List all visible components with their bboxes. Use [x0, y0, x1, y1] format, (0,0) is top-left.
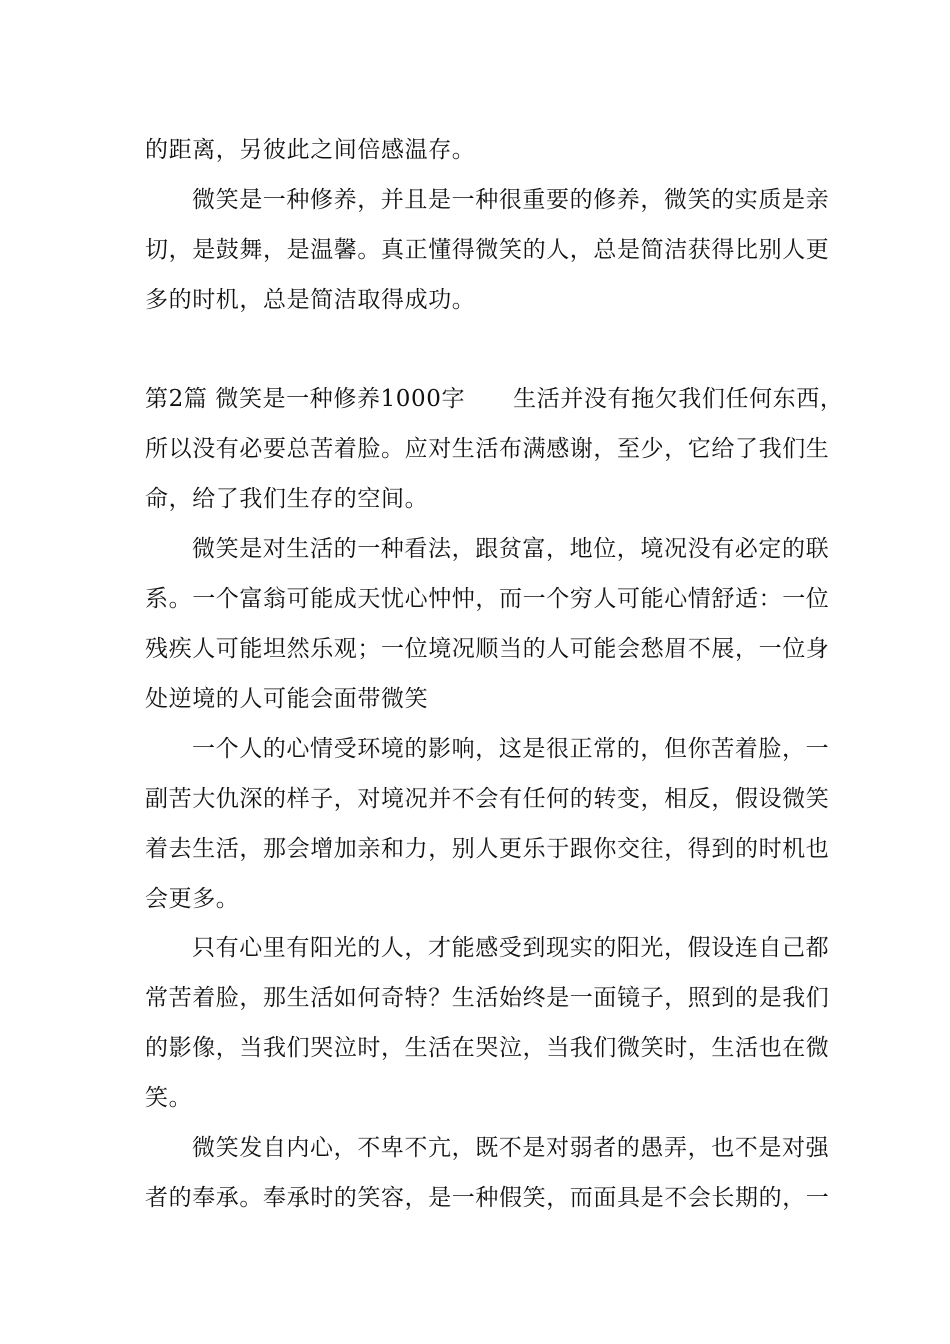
article-heading: 第2篇 微笑是一种修养1000字 — [145, 386, 466, 412]
paragraph-4-line-3: 残疾人可能坦然乐观；一位境况顺当的人可能会愁眉不展，一位身 — [145, 636, 830, 662]
paragraph-5-line-4: 会更多。 — [145, 886, 240, 912]
paragraph-3-line-2: 所以没有必要总苦着脸。应对生活布满感谢，至少，它给了我们生 — [145, 436, 830, 462]
paragraph-1-line-1: 的距离，另彼此之间倍感温存。 — [145, 137, 476, 163]
paragraph-3-line-1-rest: 生活并没有拖欠我们任何东西， — [513, 386, 844, 412]
paragraph-4-line-2: 系。一个富翁可能成天忧心忡忡，而一个穷人可能心情舒适：一位 — [145, 586, 830, 612]
paragraph-2-line-1: 微笑是一种修养，并且是一种很重要的修养，微笑的实质是亲 — [192, 187, 830, 213]
paragraph-4-line-1: 微笑是对生活的一种看法，跟贫富，地位，境况没有必定的联 — [192, 536, 830, 562]
paragraph-3-line-1 — [145, 384, 844, 414]
paragraph-6-line-4: 笑。 — [145, 1085, 193, 1111]
paragraph-6-line-2: 常苦着脸，那生活如何奇特？生活始终是一面镜子，照到的是我们 — [145, 985, 830, 1011]
paragraph-2-line-2: 切，是鼓舞，是温馨。真正懂得微笑的人，总是简洁获得比别人更 — [145, 237, 830, 263]
paragraph-7-line-2: 者的奉承。奉承时的笑容，是一种假笑，而面具是不会长期的，一 — [145, 1185, 830, 1211]
paragraph-5-line-2: 副苦大仇深的样子，对境况并不会有任何的转变，相反，假设微笑 — [145, 786, 830, 812]
paragraph-6-line-1: 只有心里有阳光的人，才能感受到现实的阳光，假设连自己都 — [192, 935, 830, 961]
paragraph-5-line-1: 一个人的心情受环境的影响，这是很正常的，但你苦着脸，一 — [192, 736, 830, 762]
paragraph-4-line-4: 处逆境的人可能会面带微笑 — [145, 686, 429, 712]
paragraph-2-line-3: 多的时机，总是简洁取得成功。 — [145, 287, 476, 313]
paragraph-3-line-3: 命，给了我们生存的空间。 — [145, 486, 429, 512]
paragraph-5-line-3: 着去生活，那会增加亲和力，别人更乐于跟你交往，得到的时机也 — [145, 836, 830, 862]
paragraph-6-line-3: 的影像，当我们哭泣时，生活在哭泣，当我们微笑时，生活也在微 — [145, 1035, 830, 1061]
paragraph-7-line-1: 微笑发自内心，不卑不亢，既不是对弱者的愚弄，也不是对强 — [192, 1135, 830, 1161]
